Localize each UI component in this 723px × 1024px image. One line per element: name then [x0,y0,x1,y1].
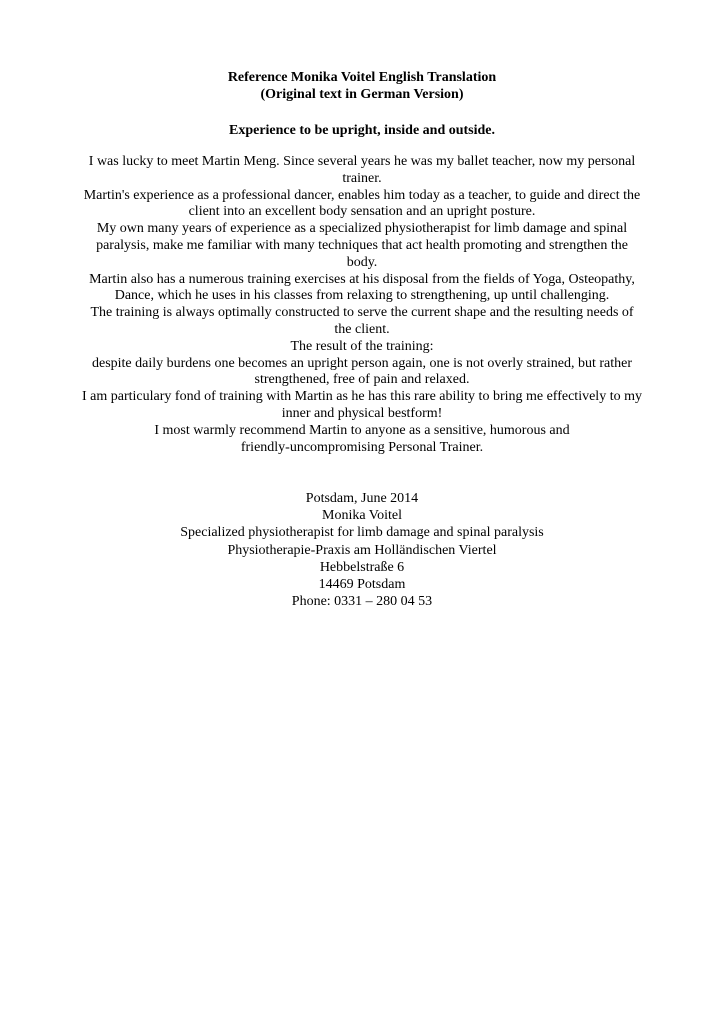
body-line: I am particulary fond of training with Martin as he has this rare ability to bring me effectively to my [82,389,642,405]
title-line-2: (Original text in German Version) [260,87,464,102]
reference-body [62,154,662,456]
body-line: friendly-uncompromising Personal Trainer. [240,439,484,455]
signature-practice: Physiotherapie-Praxis am Holländischen Viertel [227,542,497,558]
signature-role: Specialized physiotherapist for limb damage and spinal paralysis [180,525,544,541]
body-line: I was lucky to meet Martin Meng. Since several years he was my ballet teacher, now my personal [88,154,636,169]
body-line: I most warmly recommend Martin to anyone as a sensitive, humorous and [154,422,570,438]
body-line: the client. [334,321,390,337]
body-line: Martin also has a numerous training exercises at his disposal from the fields of Yoga, Osteopathy, [89,271,635,287]
body-line: strengthened, free of pain and relaxed. [254,372,470,388]
signature-city: 14469 Potsdam [318,577,406,593]
body-line: client into an excellent body sensation and an upright posture. [188,204,536,220]
document-subheading [62,122,662,139]
body-line: paralysis, make me familiar with many techniques that act health promoting and strengthen the [96,237,628,253]
body-line: The result of the training: [290,338,434,354]
subheading-text: Experience to be upright, inside and outside. [228,123,496,138]
signature-name: Monika Voitel [322,508,402,524]
body-line: Martin's experience as a professional dancer, enables him today as a teacher, to guide and direct the [83,187,641,203]
signature-place-date: Potsdam, June 2014 [305,491,419,506]
body-line: My own many years of experience as a specialized physiotherapist for limb damage and spinal [96,221,628,237]
signature-street: Hebbelstraße 6 [319,559,405,575]
document-title [62,69,662,103]
body-line: body. [346,254,378,270]
body-line: trainer. [342,170,382,186]
signature-phone: Phone: 0331 – 280 04 53 [291,594,433,610]
body-line: The training is always optimally constructed to serve the current shape and the resulting needs of [90,305,634,321]
body-line: inner and physical bestform! [281,405,443,421]
title-line-1: Reference Monika Voitel English Translation [227,70,497,85]
body-line: despite daily burdens one becomes an upright person again, one is not overly strained, but rather [91,355,633,371]
signature-block [62,490,662,610]
body-line: Dance, which he uses in his classes from relaxing to strengthening, up until challenging. [114,288,610,304]
